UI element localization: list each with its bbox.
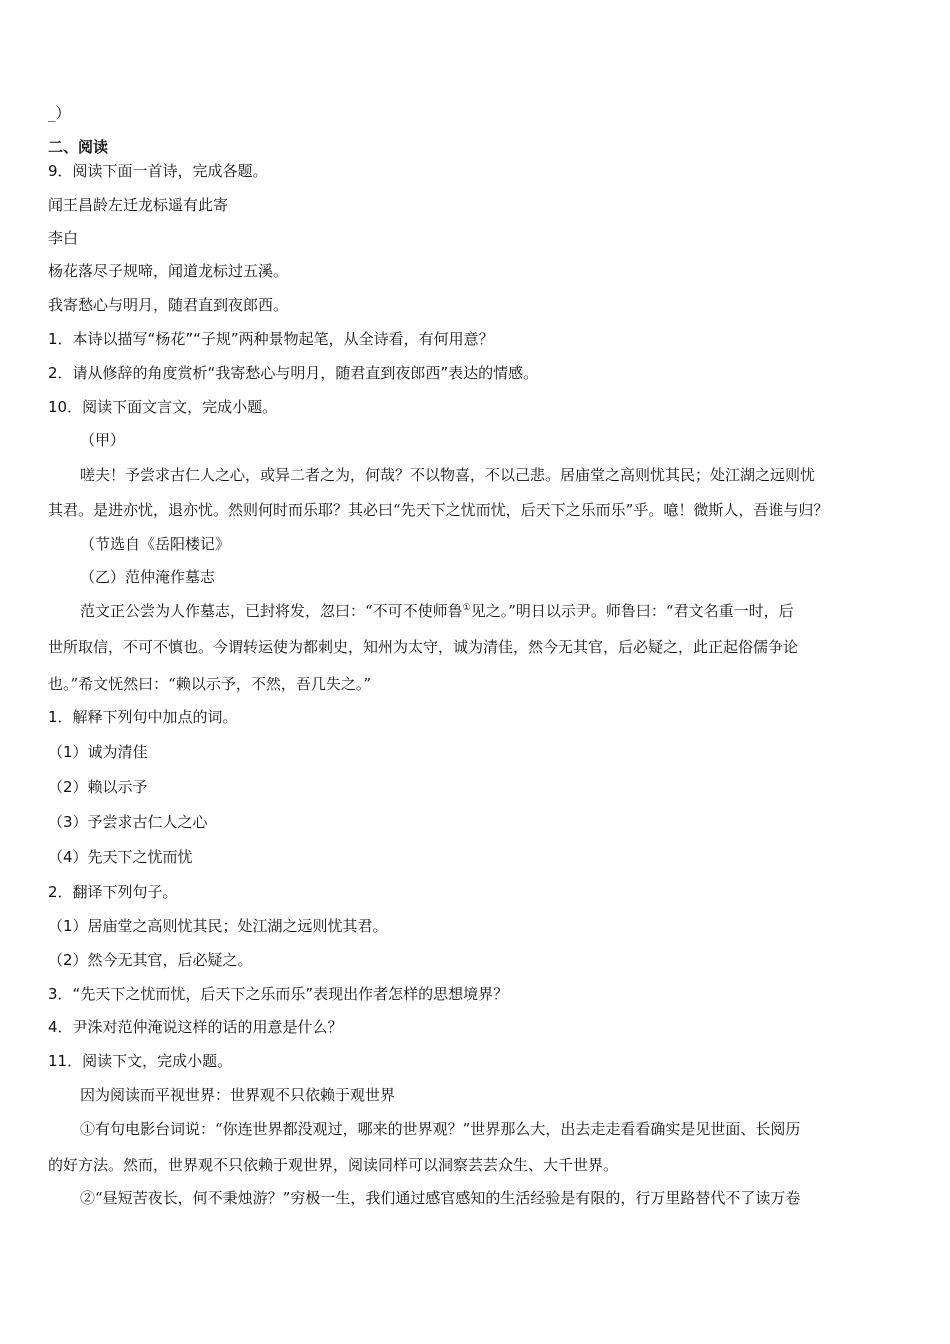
top-fragment: _）	[48, 104, 71, 122]
q9-sub-1: 1．本诗以描写“杨花”“子规”两种景物起笔，从全诗看，有何用意？	[48, 330, 494, 348]
poem-author: 李白	[48, 229, 79, 247]
q10-sub-1: 1．解释下列句中加点的词。	[48, 708, 238, 726]
q11-prompt: 11．阅读下文，完成小题。	[48, 1052, 233, 1070]
q10-sub-2-item: （2）然今无其官，后必疑之。	[48, 951, 253, 969]
q10-prompt: 10．阅读下面文言文，完成小题。	[48, 398, 278, 416]
jia-line-2: 其君。是进亦忧，退亦忧。然则何时而乐耶？其必曰“先天下之忧而忧，后天下之乐而乐”乎。噫！微斯人，吾谁与归？	[48, 501, 829, 519]
q10-sub-1-item: （4）先天下之忧而忧	[48, 848, 193, 866]
jia-source: （节选自《岳阳楼记》	[80, 535, 231, 553]
yi-label: （乙）范仲淹作墓志	[80, 568, 216, 586]
q9-prompt: 9．阅读下面一首诗，完成各题。	[48, 162, 268, 180]
para-1-line-1: ①有句电影台词说：“你连世界都没观过，哪来的世界观？”世界那么大，出去走走看看确实是见世面、长阅历	[80, 1120, 801, 1138]
yi-line-2: 世所取信，不可不慎也。今谓转运使为都刺史，知州为太守，诚为清佳，然今无其官，后必疑之，此正起俗儒争论	[48, 638, 799, 656]
yi-line-1: 范文正公尝为人作墓志，已封将发，忽曰：“不可不使师鲁①见之。”明日以示尹。师鲁曰：“君文名重一时，后	[80, 602, 794, 620]
q10-sub-1-item: （2）赖以示予	[48, 778, 148, 796]
poem-line-2: 我寄愁心与明月，随君直到夜郎西。	[48, 296, 289, 314]
q10-sub-1-item: （3）予尝求古仁人之心	[48, 813, 208, 831]
q10-sub-3: 3．“先天下之忧而忧，后天下之乐而乐”表现出作者怎样的思想境界？	[48, 985, 509, 1003]
q10-sub-1-item: （1）诚为清佳	[48, 743, 148, 761]
footnote-marker: ①	[462, 603, 471, 613]
poem-line-1: 杨花落尽子规啼，闻道龙标过五溪。	[48, 262, 289, 280]
section-heading: 二、阅读	[48, 138, 109, 156]
q9-sub-2: 2．请从修辞的角度赏析“我寄愁心与明月，随君直到夜郎西”表达的情感。	[48, 364, 539, 382]
q10-sub-4: 4．尹洙对范仲淹说这样的话的用意是什么？	[48, 1018, 343, 1036]
jia-line-1: 嗟夫！予尝求古仁人之心，或异二者之为，何哉？不以物喜，不以己悲。居庙堂之高则忧其民；处江湖之远则忧	[80, 466, 816, 484]
article-title: 因为阅读而平视世界：世界观不只依赖于观世界	[80, 1086, 396, 1104]
q10-sub-2: 2．翻译下列句子。	[48, 883, 178, 901]
yi-line-3: 也。”希文怃然曰：“赖以示予，不然，吾几失之。”	[48, 675, 372, 693]
poem-title: 闻王昌龄左迁龙标遥有此寄	[48, 196, 229, 214]
q10-sub-2-item: （1）居庙堂之高则忧其民；处江湖之远则忧其君。	[48, 917, 388, 935]
para-2-line-1: ②“昼短苦夜长，何不秉烛游？”穷极一生，我们通过感官感知的生活经验是有限的，行万里路替代不了读万卷	[80, 1189, 801, 1207]
para-1-line-2: 的好方法。然而，世界观不只依赖于观世界，阅读同样可以洞察芸芸众生、大千世界。	[48, 1156, 619, 1174]
jia-label: （甲）	[80, 431, 126, 449]
